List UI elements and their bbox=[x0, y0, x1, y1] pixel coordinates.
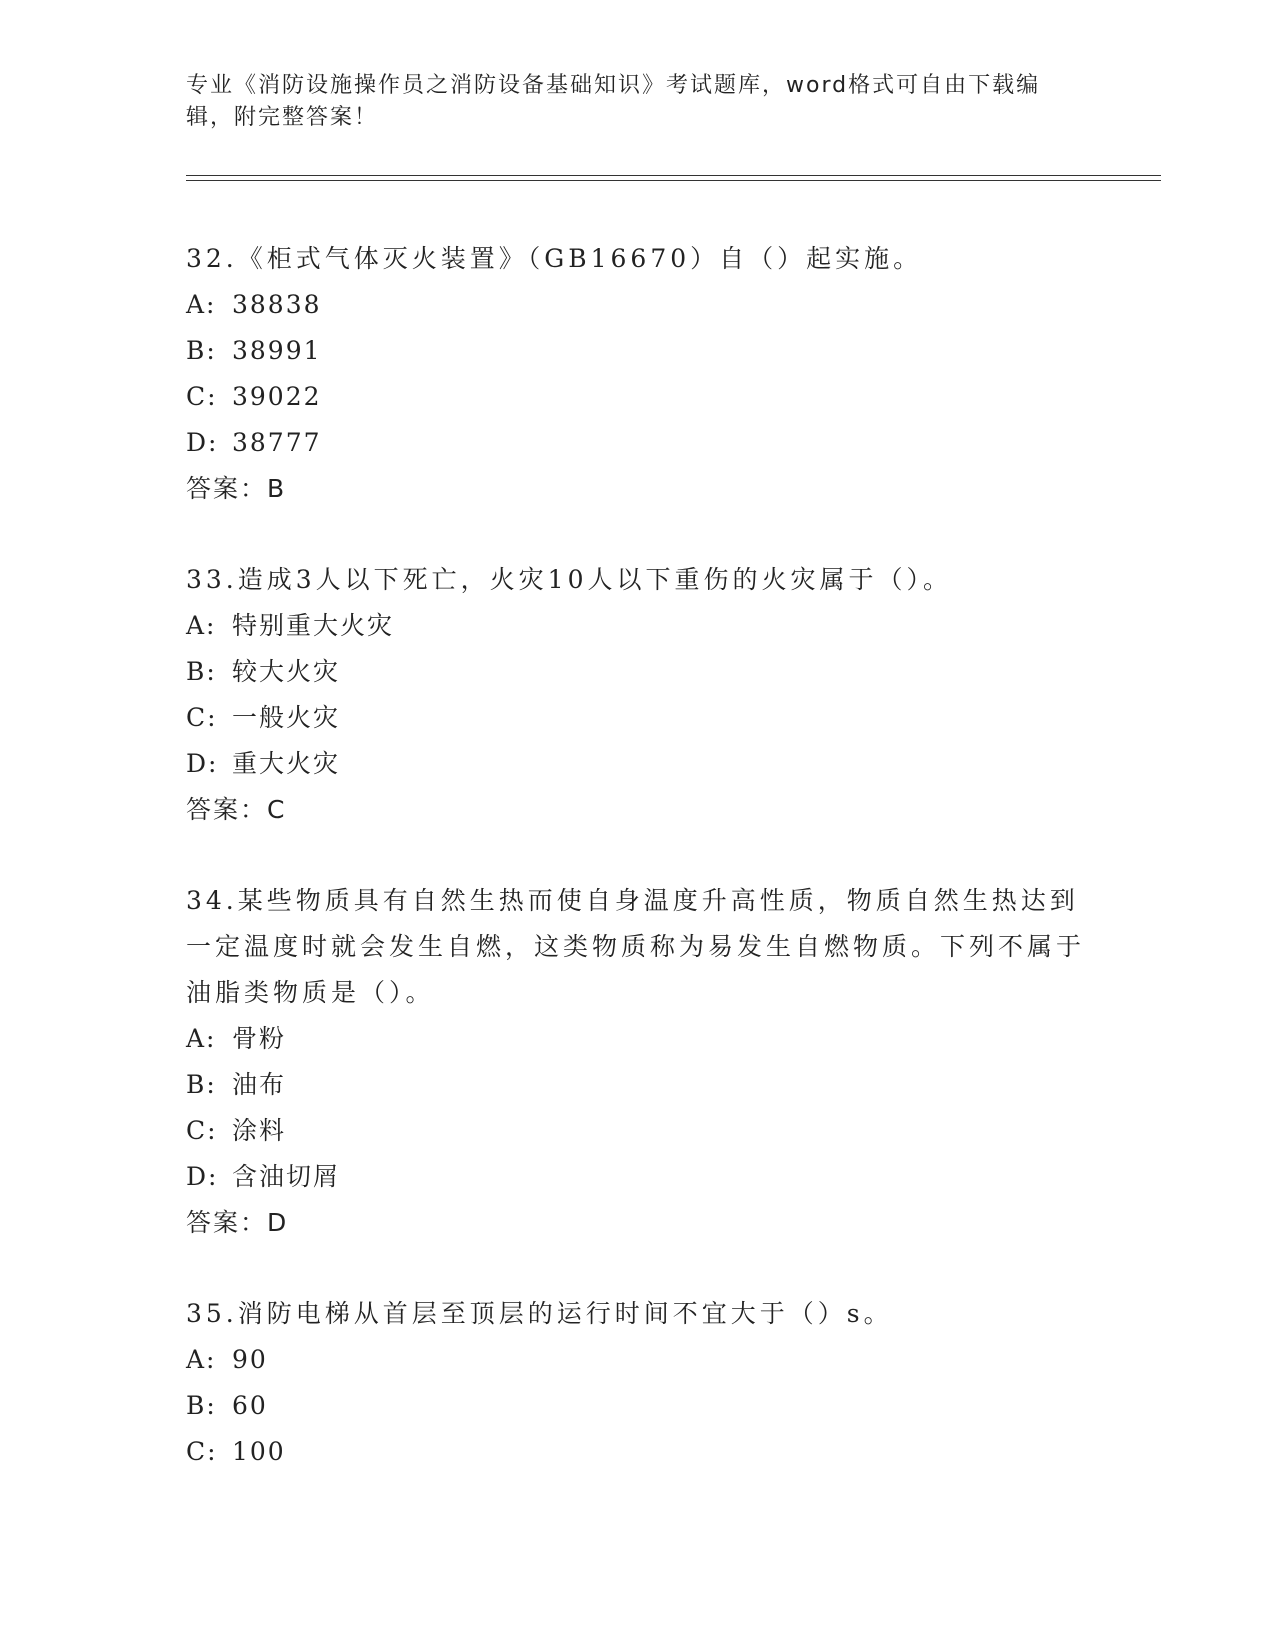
option-text: 38838 bbox=[232, 290, 322, 319]
option-c bbox=[186, 1429, 1086, 1475]
document-header: 专业《消防设施操作员之消防设备基础知识》考试题库，word格式可自由下载编辑，附完整答案！ bbox=[186, 73, 1041, 130]
header-divider-top bbox=[186, 175, 1161, 176]
option-letter: A: bbox=[186, 290, 217, 319]
option-text: 39022 bbox=[232, 382, 322, 411]
option-text: 重大火灾 bbox=[232, 749, 341, 778]
option-c bbox=[186, 695, 1086, 741]
option-a bbox=[186, 1337, 1086, 1383]
option-letter: B: bbox=[186, 336, 217, 365]
option-a bbox=[186, 603, 1086, 649]
option-d bbox=[186, 741, 1086, 787]
option-letter: C: bbox=[186, 1437, 218, 1466]
option-text: 含油切屑 bbox=[232, 1162, 341, 1191]
option-b bbox=[186, 328, 1086, 374]
option-letter: C: bbox=[186, 703, 218, 732]
option-text: 100 bbox=[232, 1437, 286, 1466]
question-35 bbox=[186, 1291, 1086, 1475]
answer-line: 答案：D bbox=[186, 1208, 289, 1237]
option-text: 90 bbox=[232, 1345, 268, 1374]
option-text: 38991 bbox=[232, 336, 322, 365]
question-34 bbox=[186, 878, 1086, 1246]
answer-line: 答案：C bbox=[186, 795, 287, 824]
option-c bbox=[186, 1108, 1086, 1154]
option-letter: A: bbox=[186, 1024, 217, 1053]
option-a bbox=[186, 1016, 1086, 1062]
question-text: 35.消防电梯从首层至顶层的运行时间不宜大于（）s。 bbox=[186, 1299, 893, 1328]
option-letter: C: bbox=[186, 382, 218, 411]
option-text: 骨粉 bbox=[232, 1024, 287, 1053]
question-text: 33.造成3人以下死亡，火灾10人以下重伤的火灾属于（）。 bbox=[186, 565, 952, 594]
option-c bbox=[186, 374, 1086, 420]
option-text: 38777 bbox=[232, 428, 322, 457]
option-text: 60 bbox=[232, 1391, 268, 1420]
option-b bbox=[186, 1062, 1086, 1108]
option-d bbox=[186, 420, 1086, 466]
option-letter: D: bbox=[186, 428, 219, 457]
option-text: 油布 bbox=[232, 1070, 287, 1099]
option-letter: C: bbox=[186, 1116, 218, 1145]
question-text: 34.某些物质具有自然生热而使自身温度升高性质，物质自然生热达到一定温度时就会发生自燃，这类物质称为易发生自燃物质。下列不属于油脂类物质是（）。 bbox=[186, 886, 1086, 1007]
header-divider-bottom bbox=[186, 180, 1161, 181]
option-text: 涂料 bbox=[232, 1116, 287, 1145]
question-text: 32.《柜式气体灭火装置》（GB16670）自（）起实施。 bbox=[186, 244, 923, 273]
option-a bbox=[186, 282, 1086, 328]
option-letter: D: bbox=[186, 1162, 219, 1191]
option-b bbox=[186, 649, 1086, 695]
option-letter: B: bbox=[186, 1070, 217, 1099]
option-letter: D: bbox=[186, 749, 219, 778]
option-d bbox=[186, 1154, 1086, 1200]
question-32 bbox=[186, 236, 1086, 512]
option-letter: B: bbox=[186, 1391, 217, 1420]
answer-line: 答案：B bbox=[186, 474, 287, 503]
option-letter: B: bbox=[186, 657, 217, 686]
question-33 bbox=[186, 557, 1086, 833]
option-b bbox=[186, 1383, 1086, 1429]
option-text: 一般火灾 bbox=[232, 703, 341, 732]
option-text: 较大火灾 bbox=[232, 657, 341, 686]
option-letter: A: bbox=[186, 611, 217, 640]
option-text: 特别重大火灾 bbox=[232, 611, 395, 640]
option-letter: A: bbox=[186, 1345, 217, 1374]
